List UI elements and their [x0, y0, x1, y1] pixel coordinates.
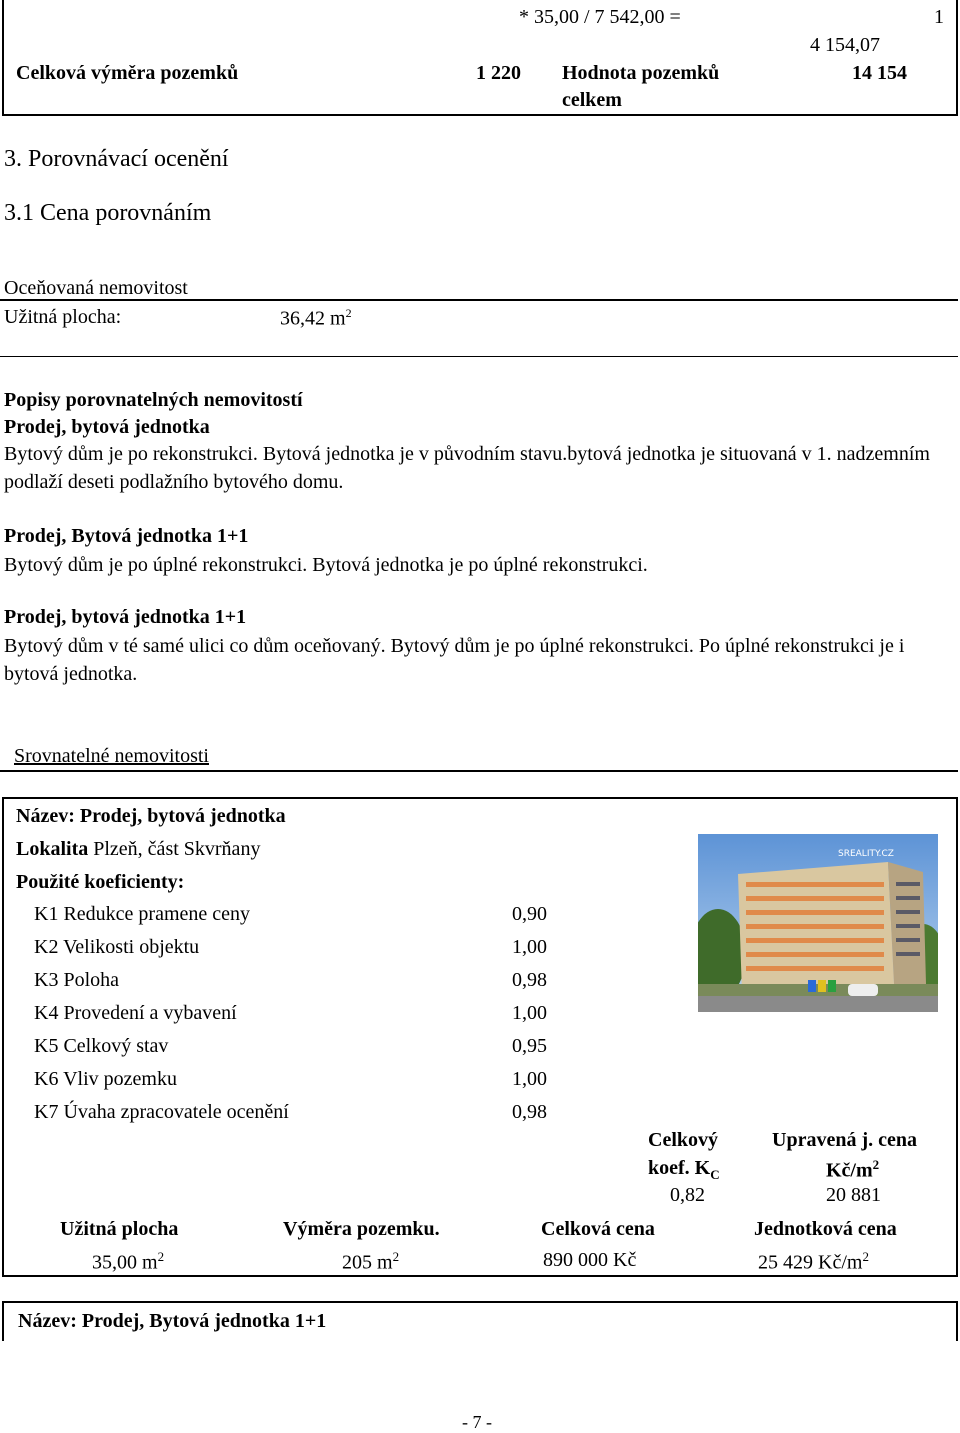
land-value-label: Hodnota pozemků — [562, 62, 720, 84]
photo-watermark: SREALITY.CZ — [838, 849, 894, 859]
col-land-area: Výměra pozemku. — [283, 1218, 440, 1240]
comparables-rule — [0, 770, 958, 772]
desc-3-title: Prodej, bytová jednotka 1+1 — [4, 606, 247, 628]
usable-area-value: 35,00 $m^2$ — [92, 1249, 165, 1274]
adj-price-label: Upravená j. cena — [772, 1129, 917, 1151]
subject-area-value: 36,42 $m^2$ — [280, 306, 352, 330]
col-usable-area: Užitná plocha — [60, 1218, 179, 1240]
subject-heading-rule — [0, 299, 958, 301]
col-unit-price: Jednotková cena — [754, 1218, 897, 1240]
unit-price-value: 25 429 $Kč/m^2$ — [758, 1249, 869, 1274]
total-coef-label: Celkový — [648, 1129, 718, 1151]
total-coef-label-2: koef. $K_C$ — [648, 1157, 720, 1182]
formula-text: * 35,00 / 7 542,00 = — [519, 6, 681, 28]
total-coef-value: 0,82 — [670, 1184, 705, 1206]
subject-bottom-rule — [0, 356, 958, 357]
card1-coef-heading: Použité koeficienty: — [16, 871, 185, 893]
section-3-title: 3. Porovnávací ocenění — [4, 146, 229, 172]
subject-area-label: Užitná plocha: — [4, 306, 122, 328]
col-total-price: Celková cena — [541, 1218, 655, 1240]
card1-location: Lokalita Plzeň, část Skvrňany — [16, 838, 261, 860]
section-3-1-title: 3.1 Cena porovnáním — [4, 200, 212, 226]
formula-result: 4 154,07 — [810, 34, 880, 56]
card2-name: Název: Prodej, Bytová jednotka 1+1 — [18, 1310, 327, 1332]
comparables-heading: Srovnatelné nemovitosti — [14, 745, 209, 767]
total-price-value: 890 000 Kč — [543, 1249, 637, 1271]
total-area-value: 1 220 — [476, 62, 521, 84]
summary-table — [2, 0, 958, 116]
subject-heading: Oceňovaná nemovitost — [4, 277, 188, 299]
land-value-label-2: celkem — [562, 89, 622, 111]
descriptions-heading: Popisy porovnatelných nemovitostí — [4, 389, 303, 411]
page-number: - 7 - — [462, 1412, 492, 1432]
desc-3-text: Bytový dům v té samé ulici co dům oceňovaný. Bytový dům je po úplné rekonstrukci. Po úplné rekonstrukci je i bytová jednotka. — [4, 635, 905, 685]
adj-price-unit: $Kč/m^2$ — [826, 1157, 880, 1182]
desc-1-text: Bytový dům je po rekonstrukci. Bytová jednotka je v původním stavu.bytová jednotka je situovaná v 1. nadzemním podlaží deseti podlažního bytového domu. — [4, 443, 930, 493]
desc-2-text: Bytový dům je po úplné rekonstrukci. Bytová jednotka je po úplné rekonstrukci. — [4, 554, 648, 576]
desc-1-title: Prodej, bytová jednotka — [4, 416, 210, 438]
land-value: 14 154 — [852, 62, 907, 84]
adj-price-value: 20 881 — [826, 1184, 881, 1206]
property-photo — [698, 834, 938, 1012]
card1-name: Název: Prodej, bytová jednotka — [16, 805, 286, 827]
header-divider — [408, 114, 780, 116]
formula-right-value: 1 — [934, 6, 944, 28]
desc-2-title: Prodej, Bytová jednotka 1+1 — [4, 525, 249, 547]
land-area-value: 205 $m^2$ — [342, 1249, 400, 1274]
total-area-label: Celková výměra pozemků — [16, 62, 239, 84]
